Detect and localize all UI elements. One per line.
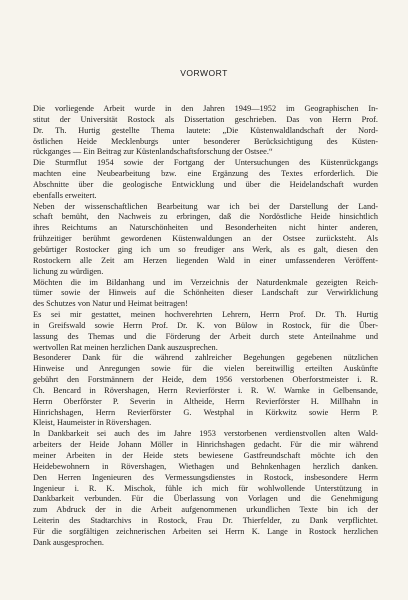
text-line: Die Sturmflut 1954 sowie der Fortgang der Untersuchungen des Küstenrückgangs (33, 158, 378, 168)
text-line: Hinrichshagen, Herrn Revierförster G. Westphal in Körkwitz sowie Herrn P. (33, 407, 378, 417)
text-line: in Greifswald sowie Herrn Prof. Dr. K. von Bülow in Rostock, für die Über- (33, 320, 378, 330)
text-line: Ingenieur i. R. K. Mischok, fühle ich mich für wohlwollende Unterstützung in (33, 483, 378, 493)
text-line: Hinweise und Anregungen sowie für die vielen bereitwillig erteilten Auskünfte (33, 364, 378, 374)
text-line: schaft bemüht, den Nachweis zu erbringen, daß die Nordöstliche Heide hinsichtlich (33, 212, 378, 222)
text-line: meiner Arbeiten in der Heide stets bewiesene Gastfreundschaft möchte ich den (33, 451, 378, 460)
text-line: Es sei mir gestattet, meinen hochverehrten Lehrern, Herrn Prof. Dr. Th. Hurtig (33, 310, 378, 320)
text-line: arbeiters der Heide Johann Möller in Hinrichshagen gedacht. Für die mir während (33, 440, 378, 450)
text-line: machten eine Neubearbeitung bzw. eine Ergänzung des Textes erforderlich. Die (33, 169, 378, 179)
paragraph-6 (33, 353, 378, 429)
text-line: östlichen Heide Mecklenburgs unter besonderer Berücksichtigung des Küsten- (33, 136, 378, 146)
text-line: Die vorliegende Arbeit wurde in den Jahren 1949—1952 im Geographischen In- (33, 104, 378, 113)
text-line: Für die sorgfältigen zeichnerischen Arbeiten sei Herrn K. Lange in Rostock herzlichen (33, 526, 378, 536)
paragraph-1 (33, 104, 378, 158)
text-line: Kleist, Haumeister in Rövershagen. (33, 418, 152, 428)
text-line: Heidebewohnern in Rövershagen, Wiethagen und Behnkenhagen herzlich danken. (33, 461, 378, 471)
text-line: ihres Reichtums an Naturschönheiten und Besonderheiten nicht hinter anderen, (33, 223, 378, 233)
text-line: Neben der wissenschaftlichen Bearbeitung war ich bei der Darstellung der Land- (33, 201, 378, 211)
text-line: lichung zu würdigen. (33, 266, 104, 276)
text-line: Herrn Oberförster P. Severin in Altheide, Herrn Revierförster H. Millhahn in (33, 396, 378, 406)
text-line: Dankbarkeit verbunden. Für die Überlassung von Vorlagen und die Genehmigung (33, 494, 378, 504)
text-line: gebürtiger Rostocker ging ich um so freudiger ans Werk, als es galt, diesen den (33, 244, 378, 254)
text-line: Besonderer Dank für die während zahlreicher Begehungen gegebenen nützlichen (33, 353, 378, 363)
text-line: wertvollen Rat meinen herzlichen Dank auszusprechen. (33, 342, 218, 352)
paragraph-4 (33, 278, 378, 311)
text-line: Rostockern alle Zeit am Herzen liegenden Wald in einer umfassenderen Veröffent- (33, 255, 378, 265)
text-line: Leiterin des Stadtarchivs in Rostock, Frau Dr. Thierfelder, zu Dank verpflichtet. (33, 516, 378, 526)
paragraph-2 (33, 158, 378, 201)
page-heading: VORWORT (180, 68, 228, 78)
paragraph-7 (33, 429, 378, 548)
text-line: Den Herren Ingenieuren des Vermessungsdienstes in Rostock, insbesondere Herrn (33, 472, 378, 482)
text-line: lassung des Themas und die Förderung der Arbeit durch stete Anteilnahme und (33, 331, 378, 341)
text-line: frühzeitiger berühmt gewordenen Küstenwaldungen an der Ostsee zurücksteht. Als (33, 234, 378, 244)
text-line: gebührt den Forstmännern der Heide, dem 1956 verstorbenen Oberforstmeister i. R. (33, 375, 378, 385)
text-line: Ch. Bencard in Rövershagen, Herrn Revierförster i. R. W. Warnke in Gelbensande, (33, 385, 378, 395)
text-line: des Schutzes von Natur und Heimat beitragen! (33, 299, 188, 309)
text-line: Möchten die im Bildanhang und im Verzeichnis der Naturdenkmale gezeigten Reich- (33, 277, 378, 287)
text-line: In Dankbarkeit sei auch des im Jahre 1953 verstorbenen verdienstvollen alten Wald- (33, 429, 378, 439)
text-line: Dr. Th. Hurtig gestellte Thema lautete: „Die Küstenwaldlandschaft der Nord- (33, 125, 378, 135)
paragraph-3 (33, 202, 378, 278)
paragraph-5 (33, 310, 378, 353)
text-line: rückganges — Ein Beitrag zur Küstenlandschaftsforschung der Ostsee.“ (33, 147, 273, 157)
text-line: Abschnitte über die geologische Entwicklung und über die Heidelandschaft wurden (33, 179, 378, 189)
text-line: Dank ausgesprochen. (33, 537, 104, 547)
text-line: zum Abdruck der in die Arbeit aufgenommenen urkundlichen Texte bin ich der (33, 505, 378, 515)
text-line: stitut der Universität Rostock als Dissertation geschrieben. Das von Herrn Prof. (33, 114, 378, 124)
text-line: ebenfalls erweitert. (33, 190, 97, 200)
body-text (33, 104, 378, 549)
text-line: tümer sowie der Hinweis auf die Schönheiten dieser Landschaft zur Verwirklichung (33, 288, 378, 298)
